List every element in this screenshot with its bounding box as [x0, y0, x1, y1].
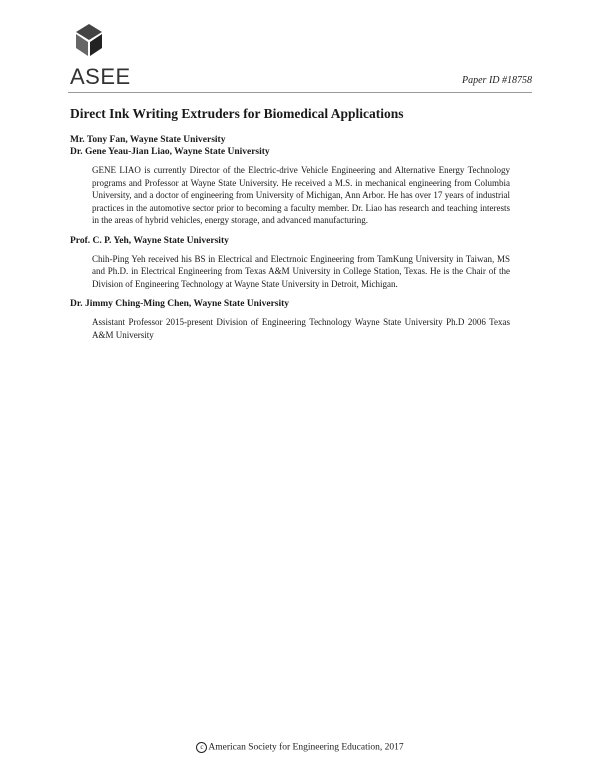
author-bio: Assistant Professor 2015-present Division of Engineering Technology Wayne State University Ph.D 2006 Texas A&M University [92, 317, 510, 340]
author-bio: GENE LIAO is currently Director of the Electric-drive Vehicle Engineering and Alternative Energy Technology programs and Professor at Wayne State University. He received a M.S. in mechanical engineering from Columbia University, and a doctor of engineering from University of Michigan, Ann Arbor. He has over 17 years of industrial practices in the automotive sector prior to becoming a faculty member. Dr. Liao has research and teaching interests in the areas of hybrid vehicles, energy storage, and advanced manufacturing. [92, 165, 510, 225]
author-bio: Chih-Ping Yeh received his BS in Electrical and Electrnoic Engineering from TamKung University in Taiwan, MS and Ph.D. in Electrical Engineering from Texas A&M University in College Station, Texas. He is the Chair of the Division of Engineering Technology at Wayne State University in Detroit, Michigan. [92, 253, 510, 289]
header-divider [68, 92, 532, 93]
author-name: Dr. Gene Yeau-Jian Liao, Wayne State University [70, 147, 270, 157]
author-name: Mr. Tony Fan, Wayne State University [70, 135, 226, 145]
author-name: Dr. Jimmy Ching-Ming Chen, Wayne State University [70, 299, 290, 309]
copyright-icon: c [196, 742, 207, 753]
paper-id: Paper ID #18758 [462, 75, 532, 86]
main-content [70, 106, 510, 349]
copyright-footer [0, 742, 600, 753]
copyright-text: American Society for Engineering Education, 2017 [208, 742, 404, 753]
paper-title: Direct Ink Writing Extruders for Biomedical Applications [70, 106, 404, 121]
logo-wordmark: ASEE [70, 64, 131, 89]
author-name: Prof. C. P. Yeh, Wayne State University [70, 235, 229, 246]
